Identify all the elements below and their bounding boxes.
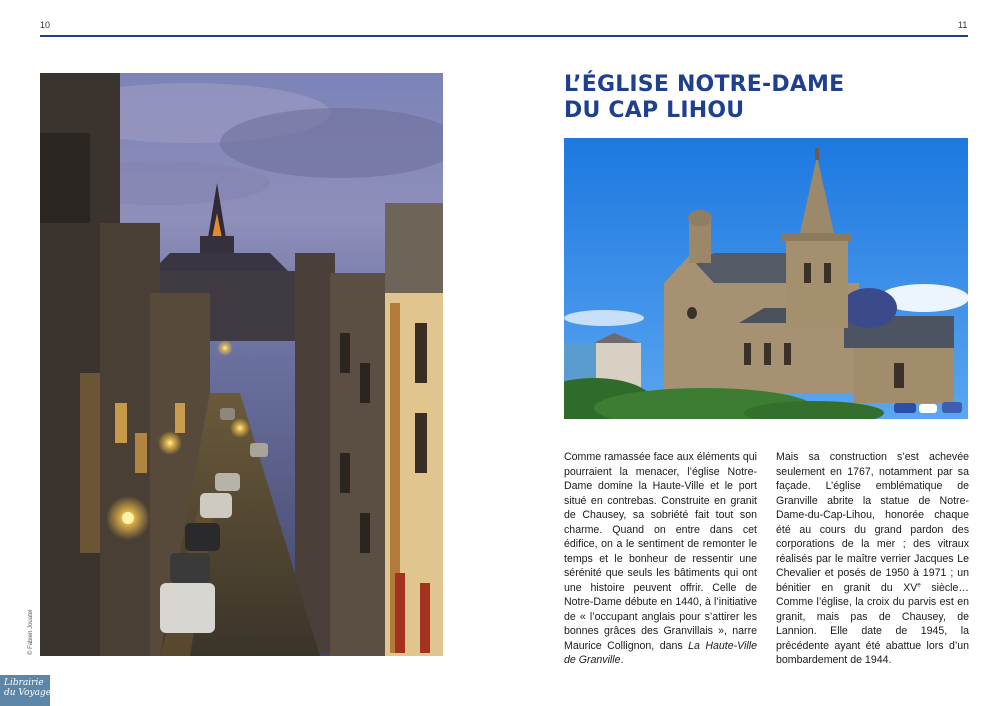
page-number-left: 10 — [40, 20, 51, 30]
paragraph-left — [564, 450, 757, 668]
text-column-left — [564, 450, 757, 668]
paragraph-left-end: . — [620, 654, 624, 666]
book-title: La Haute-Ville de Granville — [564, 639, 757, 666]
paragraph-left-body: Comme ramassée face aux éléments qui pourraient la menacer, l’église Notre-Dame domine la Haute-Ville et le port situé en contrebas. Construite en granit de Chausey, sa sobriété fait tout son charme. Quand on entre dans cet édifice, on a le sentiment de remonter le temps et le bonheur de ressentir une sérénité que seuls les bâtiments qui ont une histoire peuvent offrir. Celle de Notre-Dame débute en 1440, à l’initiative de « l’occupant anglais pour s’attirer les bonnes grâces des Granvillais », narre Maurice Collignon, dans — [564, 451, 757, 652]
logo-line-2: du Voyage — [4, 688, 52, 698]
librairie-logo — [0, 675, 50, 706]
street-photo — [40, 73, 443, 656]
century-superscript: e — [917, 581, 921, 588]
title-line-2: DU CAP LIHOU — [564, 98, 745, 123]
photo-credit: © Fabien Jouatel — [28, 609, 34, 655]
page-title — [564, 72, 968, 124]
page-number-right: 11 — [958, 20, 968, 30]
paragraph-right-part2: siècle… Comme l’église, la croix du parvis est en granit, mais pas de Chausey, de Lannion. Elle date de 1945, la précédente ayant été abattue lors d’un bombardement de 1944. — [776, 581, 970, 666]
text-column-right — [776, 450, 969, 668]
church-photo — [564, 138, 968, 419]
title-line-1: L’ÉGLISE NOTRE-DAME — [564, 72, 845, 97]
paragraph-right — [776, 450, 969, 668]
header-rule — [40, 35, 968, 37]
logo-line-1: Librairie — [4, 678, 44, 688]
paragraph-right-part1: Mais sa construction s’est achevée seulement en 1767, notamment par sa façade. L’église emblématique de Granville abrite la statue de Notre-Dame-du-Cap-Lihou, honorée chaque été au cours du grand pardon des corporations de la mer ; des vitraux réalisés par le maître verrier Jacques Le Chevalier et posés de 1950 à 1971 ; un bénitier en granit du XV — [776, 451, 969, 594]
